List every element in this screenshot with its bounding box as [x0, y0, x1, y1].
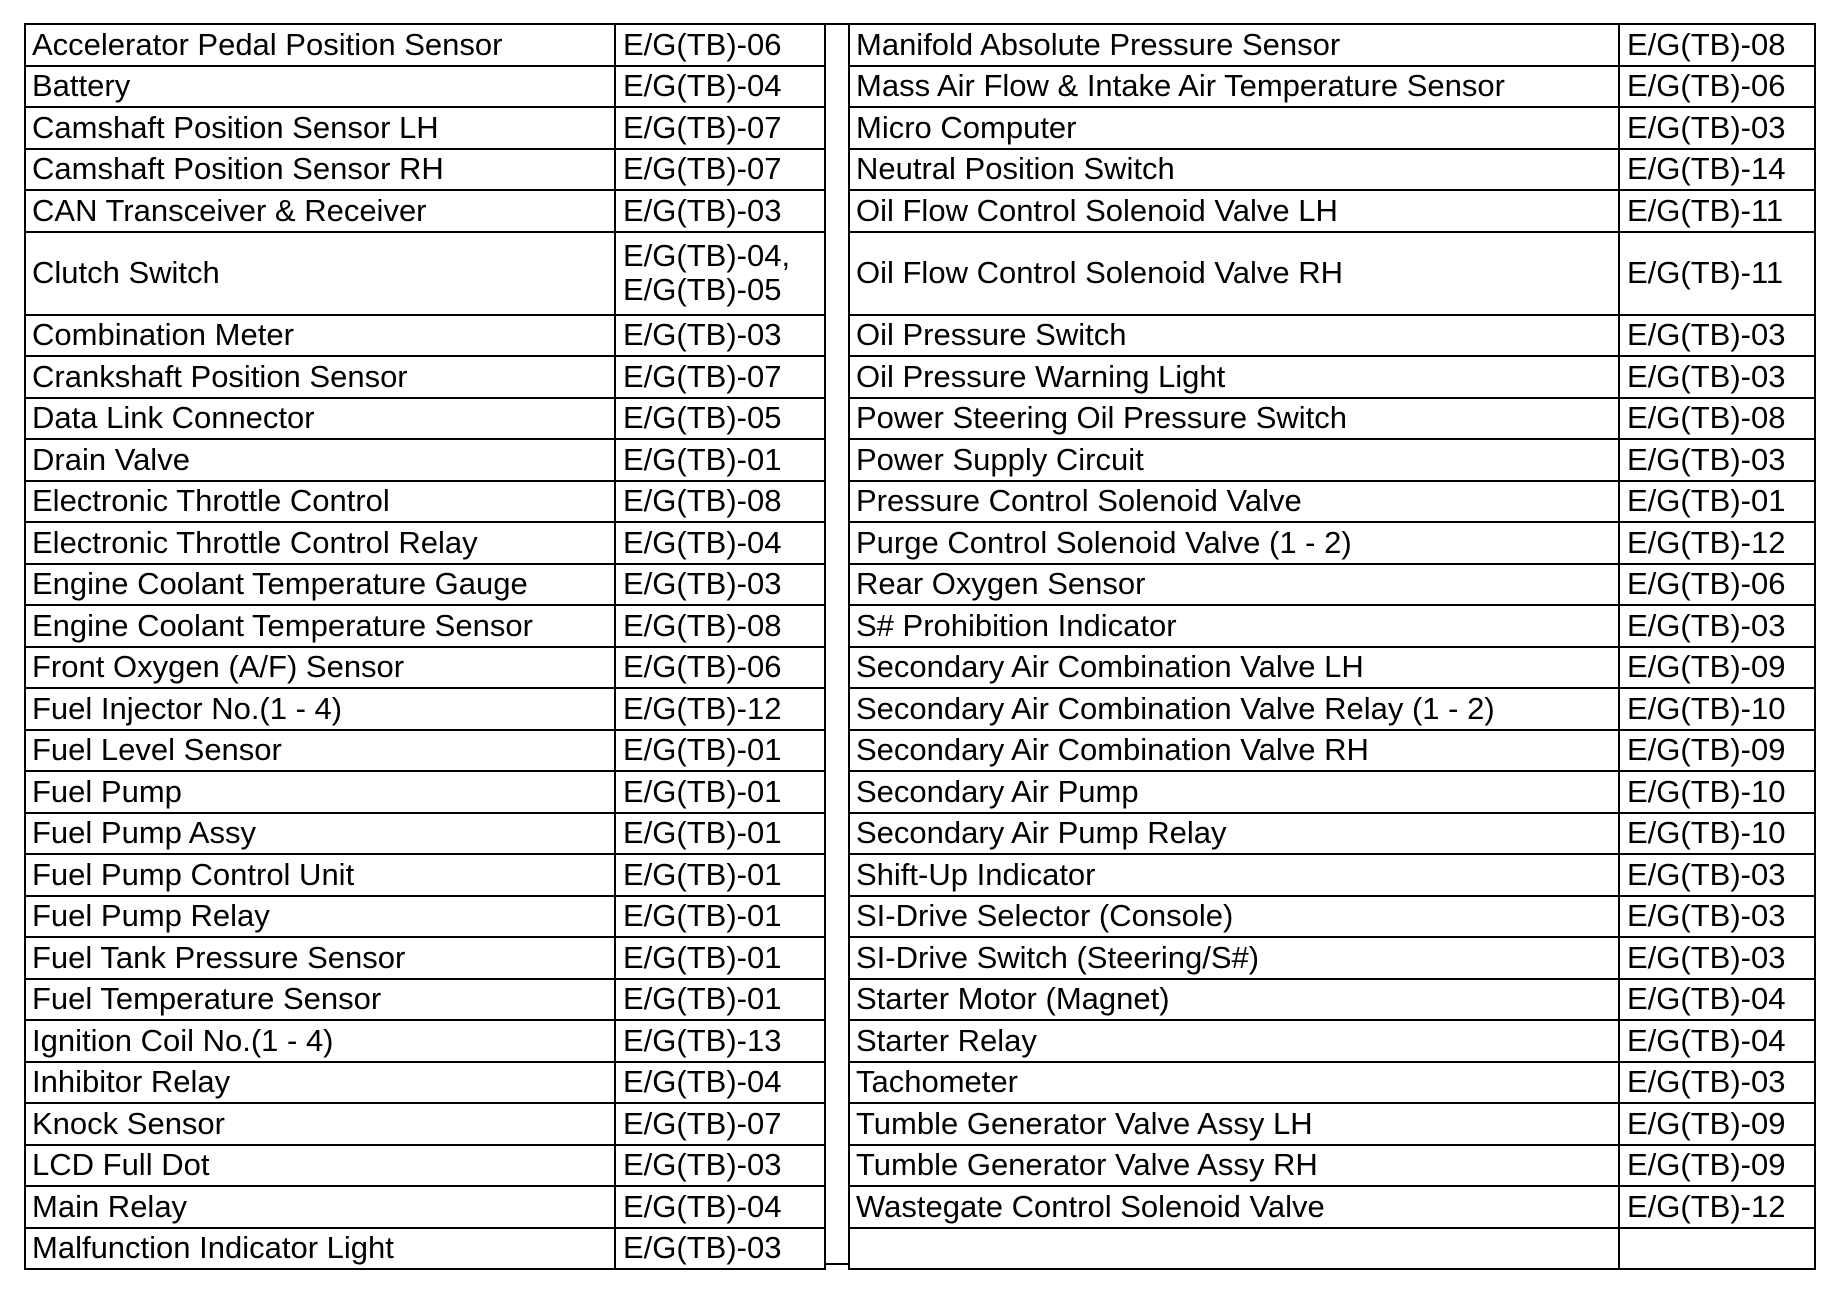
- table-row: [25, 1020, 825, 1062]
- reference-code: E/G(TB)-09: [1619, 1103, 1815, 1145]
- table-row: [25, 149, 825, 191]
- table-row: [25, 979, 825, 1021]
- reference-code: E/G(TB)-06: [615, 24, 825, 66]
- component-name: Secondary Air Combination Valve Relay (1 - 2): [849, 688, 1619, 730]
- reference-code: E/G(TB)-03: [615, 564, 825, 606]
- reference-code: E/G(TB)-01: [615, 771, 825, 813]
- reference-code: E/G(TB)-01: [615, 813, 825, 855]
- reference-code: E/G(TB)-08: [615, 605, 825, 647]
- reference-code: E/G(TB)-03: [615, 315, 825, 357]
- component-name: Fuel Pump Control Unit: [25, 854, 615, 896]
- reference-code: E/G(TB)-03: [1619, 896, 1815, 938]
- component-name: SI-Drive Selector (Console): [849, 896, 1619, 938]
- table-row: [25, 522, 825, 564]
- component-name: Crankshaft Position Sensor: [25, 356, 615, 398]
- component-name: Neutral Position Switch: [849, 149, 1619, 191]
- reference-code: E/G(TB)-12: [615, 688, 825, 730]
- reference-code: E/G(TB)-03: [615, 1145, 825, 1187]
- component-name: Clutch Switch: [25, 232, 615, 315]
- table-row: [25, 1186, 825, 1228]
- table-row: [849, 232, 1815, 315]
- reference-code: E/G(TB)-04, E/G(TB)-05: [615, 232, 825, 315]
- component-name: Pressure Control Solenoid Valve: [849, 481, 1619, 523]
- reference-code: E/G(TB)-07: [615, 356, 825, 398]
- table-row: [25, 107, 825, 149]
- table-row: [849, 730, 1815, 772]
- component-name: Manifold Absolute Pressure Sensor: [849, 24, 1619, 66]
- component-name: Micro Computer: [849, 107, 1619, 149]
- reference-code: E/G(TB)-09: [1619, 647, 1815, 689]
- reference-code: E/G(TB)-03: [1619, 605, 1815, 647]
- table-row: [849, 522, 1815, 564]
- table-row: [25, 66, 825, 108]
- reference-code: E/G(TB)-09: [1619, 1145, 1815, 1187]
- component-name: Secondary Air Combination Valve RH: [849, 730, 1619, 772]
- reference-code: E/G(TB)-11: [1619, 232, 1815, 315]
- reference-code: E/G(TB)-06: [1619, 564, 1815, 606]
- component-name: Fuel Level Sensor: [25, 730, 615, 772]
- reference-code: E/G(TB)-01: [615, 854, 825, 896]
- table-row: [25, 24, 825, 66]
- table-row: [849, 688, 1815, 730]
- reference-code: E/G(TB)-14: [1619, 149, 1815, 191]
- table-row: [849, 896, 1815, 938]
- reference-code: E/G(TB)-07: [615, 1103, 825, 1145]
- component-name: Fuel Injector No.(1 - 4): [25, 688, 615, 730]
- component-name: Camshaft Position Sensor LH: [25, 107, 615, 149]
- reference-code: E/G(TB)-01: [1619, 481, 1815, 523]
- reference-code: E/G(TB)-06: [1619, 66, 1815, 108]
- reference-code: E/G(TB)-12: [1619, 1186, 1815, 1228]
- reference-code: E/G(TB)-01: [615, 439, 825, 481]
- table-row: [849, 190, 1815, 232]
- table-row: [849, 24, 1815, 66]
- table-row: [849, 771, 1815, 813]
- reference-code: E/G(TB)-01: [615, 979, 825, 1021]
- component-name: Ignition Coil No.(1 - 4): [25, 1020, 615, 1062]
- component-name: Malfunction Indicator Light: [25, 1228, 615, 1270]
- table-row: [25, 854, 825, 896]
- component-name: S# Prohibition Indicator: [849, 605, 1619, 647]
- table-row: [25, 398, 825, 440]
- component-name: Main Relay: [25, 1186, 615, 1228]
- table-row: [849, 149, 1815, 191]
- table-row: [849, 1186, 1815, 1228]
- table-row: [849, 813, 1815, 855]
- table-row: [849, 1062, 1815, 1104]
- table-row: [25, 356, 825, 398]
- table-row: [849, 315, 1815, 357]
- reference-code: E/G(TB)-10: [1619, 813, 1815, 855]
- table-row: [849, 481, 1815, 523]
- reference-code: E/G(TB)-12: [1619, 522, 1815, 564]
- component-name: Knock Sensor: [25, 1103, 615, 1145]
- reference-code: E/G(TB)-07: [615, 149, 825, 191]
- component-name: Purge Control Solenoid Valve (1 - 2): [849, 522, 1619, 564]
- column-gap-divider: [824, 23, 848, 1265]
- reference-code: E/G(TB)-08: [1619, 398, 1815, 440]
- table-row: [849, 1103, 1815, 1145]
- component-name: Oil Pressure Warning Light: [849, 356, 1619, 398]
- reference-code: E/G(TB)-03: [1619, 1062, 1815, 1104]
- component-name: SI-Drive Switch (Steering/S#): [849, 937, 1619, 979]
- left-index-table: [24, 23, 826, 1270]
- table-row: [25, 730, 825, 772]
- reference-code: E/G(TB)-11: [1619, 190, 1815, 232]
- table-row: [849, 439, 1815, 481]
- reference-code: E/G(TB)-03: [615, 1228, 825, 1270]
- reference-code: E/G(TB)-08: [1619, 24, 1815, 66]
- reference-code: [1619, 1228, 1815, 1270]
- reference-code: E/G(TB)-04: [615, 1062, 825, 1104]
- component-name: Oil Pressure Switch: [849, 315, 1619, 357]
- table-row: [25, 896, 825, 938]
- reference-code: E/G(TB)-03: [1619, 107, 1815, 149]
- table-row: [25, 439, 825, 481]
- table-row: [25, 1103, 825, 1145]
- component-name: Electronic Throttle Control: [25, 481, 615, 523]
- component-name: Power Supply Circuit: [849, 439, 1619, 481]
- component-name: Tachometer: [849, 1062, 1619, 1104]
- table-row: [849, 647, 1815, 689]
- component-name: Accelerator Pedal Position Sensor: [25, 24, 615, 66]
- component-name: Inhibitor Relay: [25, 1062, 615, 1104]
- component-name: Front Oxygen (A/F) Sensor: [25, 647, 615, 689]
- reference-code: E/G(TB)-03: [1619, 937, 1815, 979]
- table-row: [849, 398, 1815, 440]
- component-name: Starter Motor (Magnet): [849, 979, 1619, 1021]
- component-name: Fuel Temperature Sensor: [25, 979, 615, 1021]
- component-name: Fuel Pump: [25, 771, 615, 813]
- component-name: Rear Oxygen Sensor: [849, 564, 1619, 606]
- reference-code: E/G(TB)-01: [615, 937, 825, 979]
- reference-code: E/G(TB)-01: [615, 896, 825, 938]
- reference-code: E/G(TB)-03: [615, 190, 825, 232]
- reference-code: E/G(TB)-10: [1619, 688, 1815, 730]
- component-name: Fuel Tank Pressure Sensor: [25, 937, 615, 979]
- table-row: [25, 1145, 825, 1187]
- reference-code: E/G(TB)-04: [615, 522, 825, 564]
- component-name: Wastegate Control Solenoid Valve: [849, 1186, 1619, 1228]
- component-name: Engine Coolant Temperature Gauge: [25, 564, 615, 606]
- component-name: Tumble Generator Valve Assy RH: [849, 1145, 1619, 1187]
- component-name: Mass Air Flow & Intake Air Temperature Sensor: [849, 66, 1619, 108]
- table-row: [849, 356, 1815, 398]
- component-name: Starter Relay: [849, 1020, 1619, 1062]
- table-row: [25, 1228, 825, 1270]
- right-index-table: [848, 23, 1816, 1270]
- component-name: Engine Coolant Temperature Sensor: [25, 605, 615, 647]
- reference-code: E/G(TB)-06: [615, 647, 825, 689]
- table-row: [849, 1145, 1815, 1187]
- reference-code: E/G(TB)-03: [1619, 356, 1815, 398]
- component-name: Electronic Throttle Control Relay: [25, 522, 615, 564]
- component-name: Combination Meter: [25, 315, 615, 357]
- table-row: [849, 937, 1815, 979]
- reference-code: E/G(TB)-09: [1619, 730, 1815, 772]
- reference-code: E/G(TB)-04: [1619, 979, 1815, 1021]
- reference-code: E/G(TB)-03: [1619, 854, 1815, 896]
- table-row: [25, 564, 825, 606]
- table-row: [849, 1020, 1815, 1062]
- reference-code: E/G(TB)-05: [615, 398, 825, 440]
- component-name: Battery: [25, 66, 615, 108]
- reference-code: E/G(TB)-03: [1619, 439, 1815, 481]
- component-name: CAN Transceiver & Receiver: [25, 190, 615, 232]
- table-row: [25, 647, 825, 689]
- reference-code: E/G(TB)-04: [615, 66, 825, 108]
- table-row: [25, 1062, 825, 1104]
- component-name: Fuel Pump Relay: [25, 896, 615, 938]
- table-row: [25, 771, 825, 813]
- reference-code: E/G(TB)-01: [615, 730, 825, 772]
- reference-code: E/G(TB)-07: [615, 107, 825, 149]
- table-row: [25, 813, 825, 855]
- component-name: Secondary Air Pump: [849, 771, 1619, 813]
- table-row: [849, 564, 1815, 606]
- table-row: [25, 190, 825, 232]
- table-row: [849, 979, 1815, 1021]
- reference-code: E/G(TB)-08: [615, 481, 825, 523]
- component-name: Oil Flow Control Solenoid Valve LH: [849, 190, 1619, 232]
- component-name: Camshaft Position Sensor RH: [25, 149, 615, 191]
- component-name: LCD Full Dot: [25, 1145, 615, 1187]
- table-row: [849, 66, 1815, 108]
- component-name: Drain Valve: [25, 439, 615, 481]
- reference-code: E/G(TB)-10: [1619, 771, 1815, 813]
- table-row: [849, 854, 1815, 896]
- reference-code: E/G(TB)-04: [1619, 1020, 1815, 1062]
- component-name: Tumble Generator Valve Assy LH: [849, 1103, 1619, 1145]
- table-row: [849, 1228, 1815, 1270]
- component-name: Secondary Air Pump Relay: [849, 813, 1619, 855]
- reference-code: E/G(TB)-13: [615, 1020, 825, 1062]
- component-name: Oil Flow Control Solenoid Valve RH: [849, 232, 1619, 315]
- table-row: [25, 315, 825, 357]
- table-row: [25, 688, 825, 730]
- table-row: [25, 232, 825, 315]
- table-row: [849, 107, 1815, 149]
- component-name: Data Link Connector: [25, 398, 615, 440]
- reference-code: E/G(TB)-04: [615, 1186, 825, 1228]
- table-row: [849, 605, 1815, 647]
- table-row: [25, 481, 825, 523]
- component-name: Shift-Up Indicator: [849, 854, 1619, 896]
- component-name: Power Steering Oil Pressure Switch: [849, 398, 1619, 440]
- reference-code: E/G(TB)-03: [1619, 315, 1815, 357]
- table-row: [25, 937, 825, 979]
- component-name: [849, 1228, 1619, 1270]
- table-row: [25, 605, 825, 647]
- component-name: Fuel Pump Assy: [25, 813, 615, 855]
- component-name: Secondary Air Combination Valve LH: [849, 647, 1619, 689]
